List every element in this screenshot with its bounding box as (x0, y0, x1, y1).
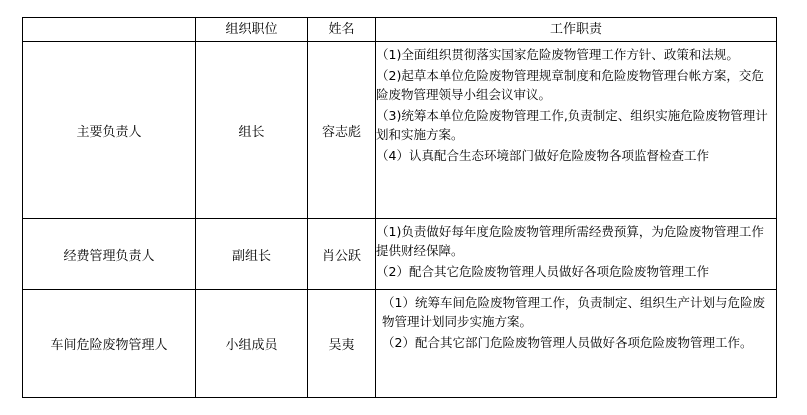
duty-item: （1)全面组织贯彻落实国家危险废物管理工作方针、政策和法规。 (376, 47, 739, 62)
position-cell: 副组长 (196, 219, 308, 290)
role-cell: 经费管理负责人 (23, 219, 196, 290)
table-row (23, 219, 777, 290)
duties-cell (376, 42, 777, 219)
duty-item: （1)负责做好每年度危险废物管理所需经费预算，为危险废物管理工作提供财经保障。 (376, 224, 764, 258)
duty-item: （2）配合其它部门危险废物管理人员做好各项危险废物管理工作。 (382, 335, 753, 350)
table-row (23, 290, 777, 398)
duty-list (376, 42, 776, 165)
position-cell: 小组成员 (196, 290, 308, 398)
table-row (23, 42, 777, 219)
header-position: 组织职位 (196, 18, 308, 42)
responsibility-table (22, 17, 777, 398)
duty-item: （4）认真配合生态环境部门做好危险废物各项监督检查工作 (376, 148, 709, 163)
position-cell: 组长 (196, 42, 308, 219)
duty-item: （1）统筹车间危险废物管理工作，负责制定、组织生产计划与危险废物管理计划同步实施方案。 (382, 295, 765, 329)
name-cell: 容志彪 (308, 42, 376, 219)
duties-cell (376, 290, 777, 398)
name-cell: 吴夷 (308, 290, 376, 398)
role-cell: 主要负责人 (23, 42, 196, 219)
duty-item: （3)统筹本单位危险废物管理工作,负责制定、组织实施危险废物管理计划和实施方案。 (376, 108, 768, 142)
duties-cell (376, 219, 777, 290)
header-role (23, 18, 196, 42)
header-row (23, 18, 777, 42)
header-name: 姓名 (308, 18, 376, 42)
name-cell: 肖公跃 (308, 219, 376, 290)
duty-list (376, 290, 776, 352)
role-cell: 车间危险废物管理人 (23, 290, 196, 398)
duty-item: （2）配合其它危险废物管理人员做好各项危险废物管理工作 (376, 264, 709, 279)
header-duties: 工作职责 (376, 18, 777, 42)
duty-list (376, 219, 776, 281)
duty-item: （2)起草本单位危险废物管理规章制度和危险废物管理台帐方案，交危险废物管理领导小组会议审议。 (376, 68, 764, 102)
